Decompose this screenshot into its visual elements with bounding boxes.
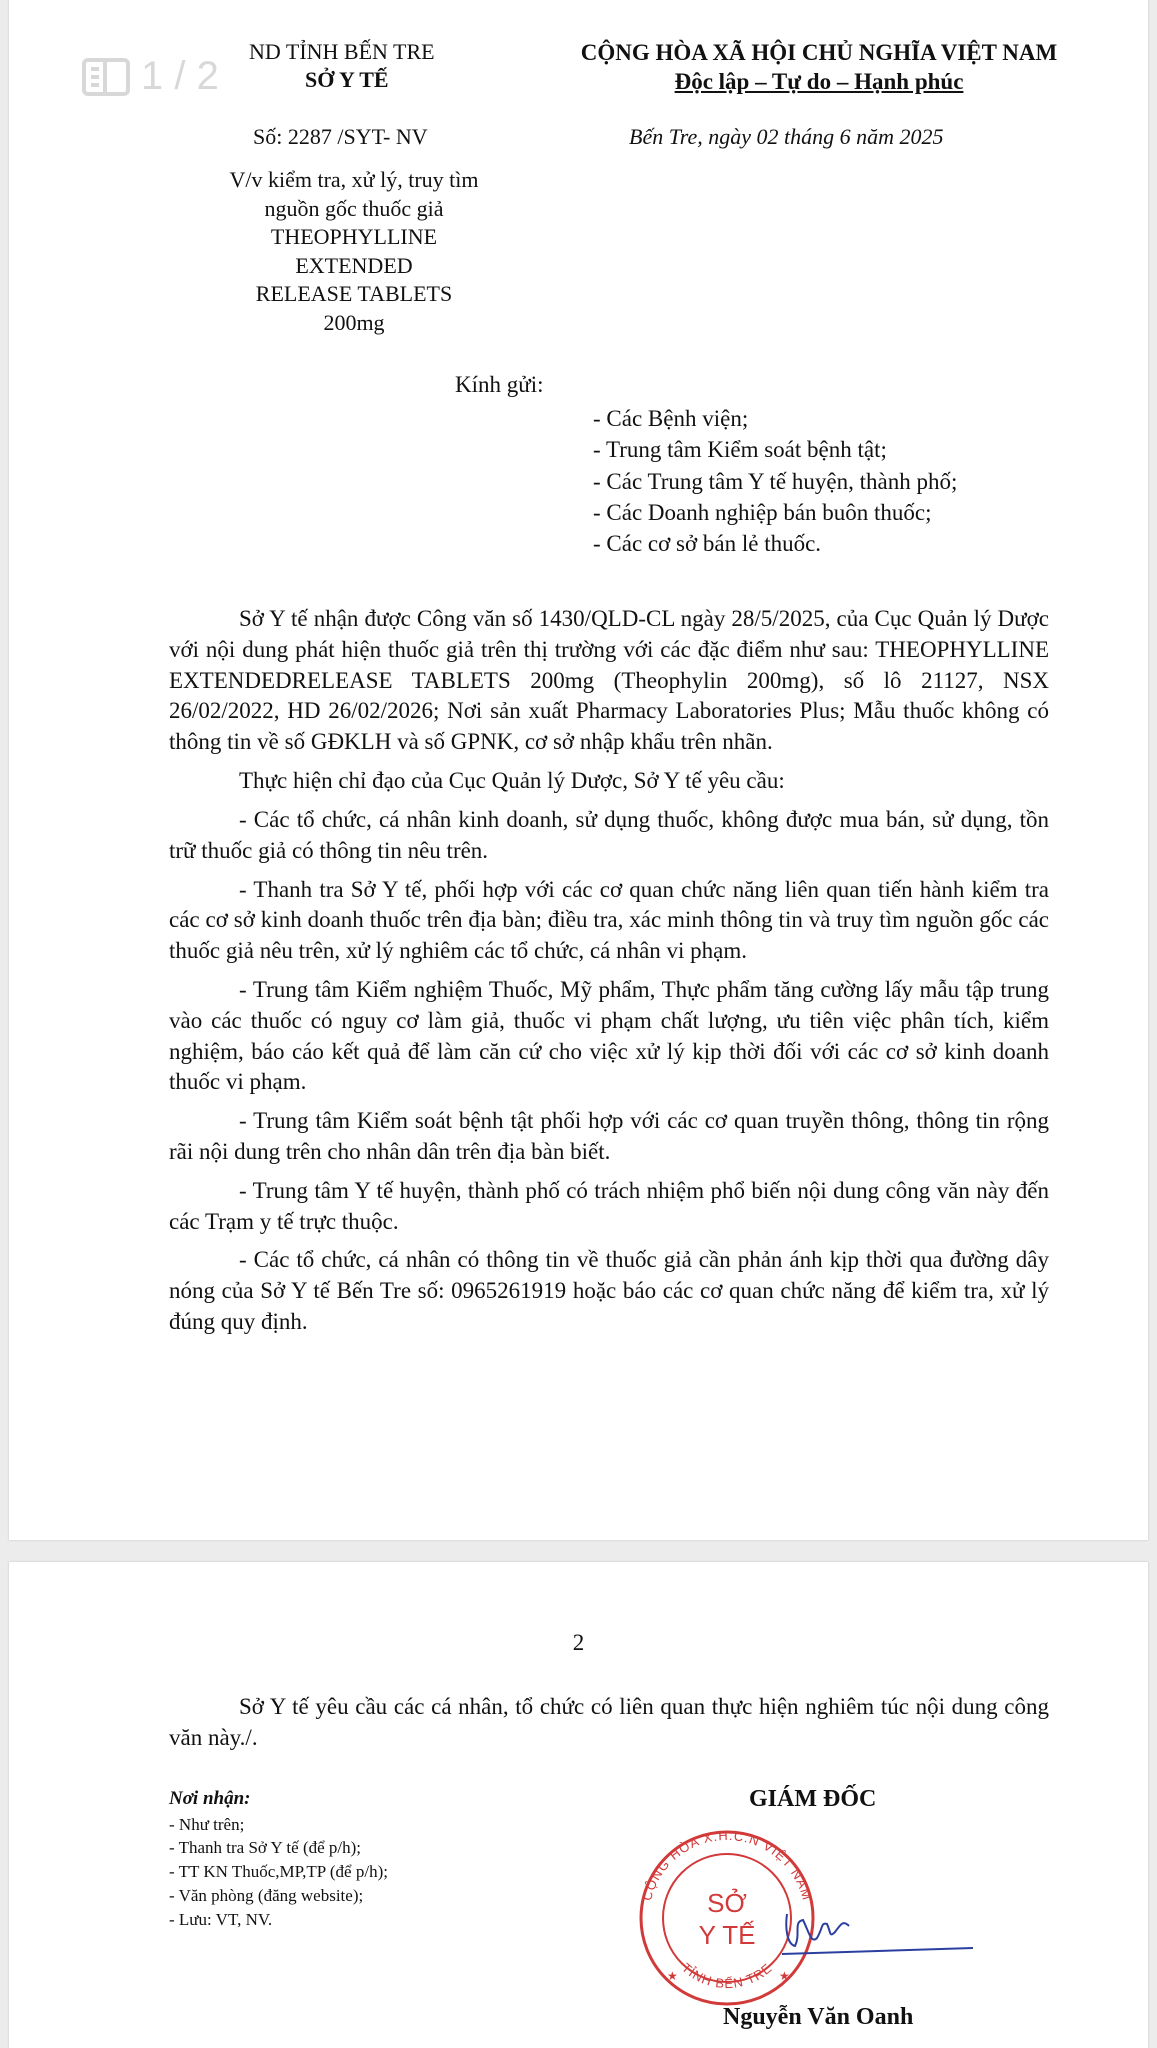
official-seal <box>637 1828 977 2008</box>
body-paragraph: - Thanh tra Sở Y tế, phối hợp với các cơ quan chức năng liên quan tiến hành kiểm tra các cơ sở kinh doanh thuốc trên địa bàn; điều tra, xác minh thông tin và truy tìm nguồn gốc các thuốc giả nêu trên, xử lý nghiêm các tổ chức, cá nhân vi phạm. <box>169 876 1049 964</box>
seal-center-bottom: Y TẾ <box>698 1920 756 1950</box>
body-paragraph: - Các tổ chức, cá nhân có thông tin về thuốc giả cần phản ánh kịp thời qua đường dây nóng của Sở Y tế Bến Tre số: 0965261919 hoặc báo các cơ quan chức năng để kiểm tra, xử lý đúng quy định. <box>169 1247 1049 1335</box>
body-paragraph: - Trung tâm Kiểm nghiệm Thuốc, Mỹ phẩm, Thực phẩm tăng cường lấy mẫu tập trung vào các thuốc có nguy cơ làm giả, thuốc vi phạm chất lượng, ưu tiên việc phân tích, kiểm nghiệm, báo cáo kết quả để làm căn cứ cho việc xử lý kịp thời đối với các cơ sở kinh doanh thuốc vi phạm. <box>169 976 1049 1095</box>
document-subject <box>229 166 479 338</box>
signer-name: Nguyễn Văn Oanh <box>723 2004 914 2030</box>
subject-line: RELEASE TABLETS <box>255 281 453 307</box>
distribution-title: Nơi nhận: <box>169 1788 251 1809</box>
distribution-item: - Lưu: VT, NV. <box>169 1909 273 1929</box>
seal-star-icon: ★ <box>779 1969 790 1983</box>
issuing-agency <box>249 38 529 93</box>
svg-text:TỈNH BẾN TRE <box>679 1960 775 1991</box>
seal-center-top: SỞ <box>707 1888 747 1918</box>
closing-paragraph <box>169 1692 1049 1754</box>
page-thumbnail-icon <box>81 57 131 97</box>
document-page-1 <box>9 0 1148 1540</box>
body-paragraph: - Các tổ chức, cá nhân kinh doanh, sử dụng thuốc, không được mua bán, sử dụng, tồn trữ thuốc giả có thông tin nêu trên. <box>169 806 1049 863</box>
document-page-2 <box>9 1562 1148 2048</box>
page-counter <box>81 54 219 99</box>
distribution-list <box>169 1786 388 1932</box>
recipient-item: - Trung tâm Kiểm soát bệnh tật; <box>593 437 887 463</box>
page-counter-text: 1 / 2 <box>141 54 219 98</box>
distribution-item: - Như trên; <box>169 1814 245 1834</box>
distribution-item: - Văn phòng (đăng website); <box>169 1885 364 1905</box>
seal-ring-text: CỘNG HÒA X.H.C.N VIỆT NAM <box>639 1828 815 1903</box>
subject-line: 200mg <box>323 309 385 335</box>
seal-star-icon: ★ <box>667 1969 678 1983</box>
national-motto: Độc lập – Tự do – Hạnh phúc <box>674 69 964 95</box>
recipient-item: - Các Doanh nghiệp bán buôn thuốc; <box>593 499 932 525</box>
recipient-item: - Các Bệnh viện; <box>593 406 749 431</box>
document-number: Số: 2287 /SYT- NV <box>253 124 428 149</box>
national-title: CỘNG HÒA XÃ HỘI CHỦ NGHĨA VIỆT NAM <box>580 40 1058 65</box>
recipient-list <box>593 403 957 559</box>
body-paragraph: - Trung tâm Y tế huyện, thành phố có trách nhiệm phổ biến nội dung công văn này đến các Trạm y tế trực thuộc. <box>169 1177 1049 1234</box>
document-body <box>169 604 1049 1346</box>
agency-parent: ND TỈNH BẾN TRE <box>249 39 435 64</box>
body-paragraph: - Trung tâm Kiểm soát bệnh tật phối hợp với các cơ quan truyền thông, thông tin rộng rãi nội dung trên cho nhân dân trên địa bàn biết. <box>169 1108 1049 1164</box>
subject-line: THEOPHYLLINE <box>270 224 438 250</box>
document-date: Bến Tre, ngày 02 tháng 6 năm 2025 <box>629 124 944 149</box>
distribution-item: - TT KN Thuốc,MP,TP (để p/h); <box>169 1862 388 1882</box>
subject-line: V/v kiểm tra, xử lý, truy tìm <box>229 167 479 192</box>
distribution-item: - Thanh tra Sở Y tế (để p/h); <box>169 1838 362 1858</box>
subject-line: EXTENDED <box>295 252 413 278</box>
subject-line: nguồn gốc thuốc giả <box>264 195 444 221</box>
closing-text: Sở Y tế yêu cầu các cá nhân, tổ chức có liên quan thực hiện nghiêm túc nội dung công văn này./. <box>169 1694 1049 1750</box>
page-number: 2 <box>572 1630 585 1655</box>
signature-icon <box>786 1914 849 1946</box>
agency-name: SỞ Y TẾ <box>305 66 389 92</box>
body-paragraph: Sở Y tế nhận được Công văn số 1430/QLD-CL ngày 28/5/2025, của Cục Quản lý Dược với nội dung phát hiện thuốc giả trên thị trường với các đặc điểm như sau: THEOPHYLLINE EXTENDEDRELEASE TABLETS 200mg (Theophylin 200mg), số lô 21127, NSX 26/02/2022, HD 26/02/2026; Nơi sản xuất Pharmacy Laboratories Plus; Mẫu thuốc không có thông tin về số GĐKLH và số GPNK, cơ sở nhập khẩu trên nhãn. <box>169 606 1049 755</box>
seal-bottom-text: TỈNH BẾN TRE <box>678 1959 776 1992</box>
signer-title: GIÁM ĐỐC <box>749 1786 877 1812</box>
recipient-item: - Các Trung tâm Y tế huyện, thành phố; <box>593 468 958 494</box>
salutation: Kính gửi: <box>455 372 544 397</box>
signature-stroke-icon <box>782 1948 973 1954</box>
body-paragraph: Thực hiện chỉ đạo của Cục Quản lý Dược, Sở Y tế yêu cầu: <box>239 768 785 794</box>
recipient-item: - Các cơ sở bán lẻ thuốc. <box>593 531 822 557</box>
national-header <box>539 38 1099 97</box>
